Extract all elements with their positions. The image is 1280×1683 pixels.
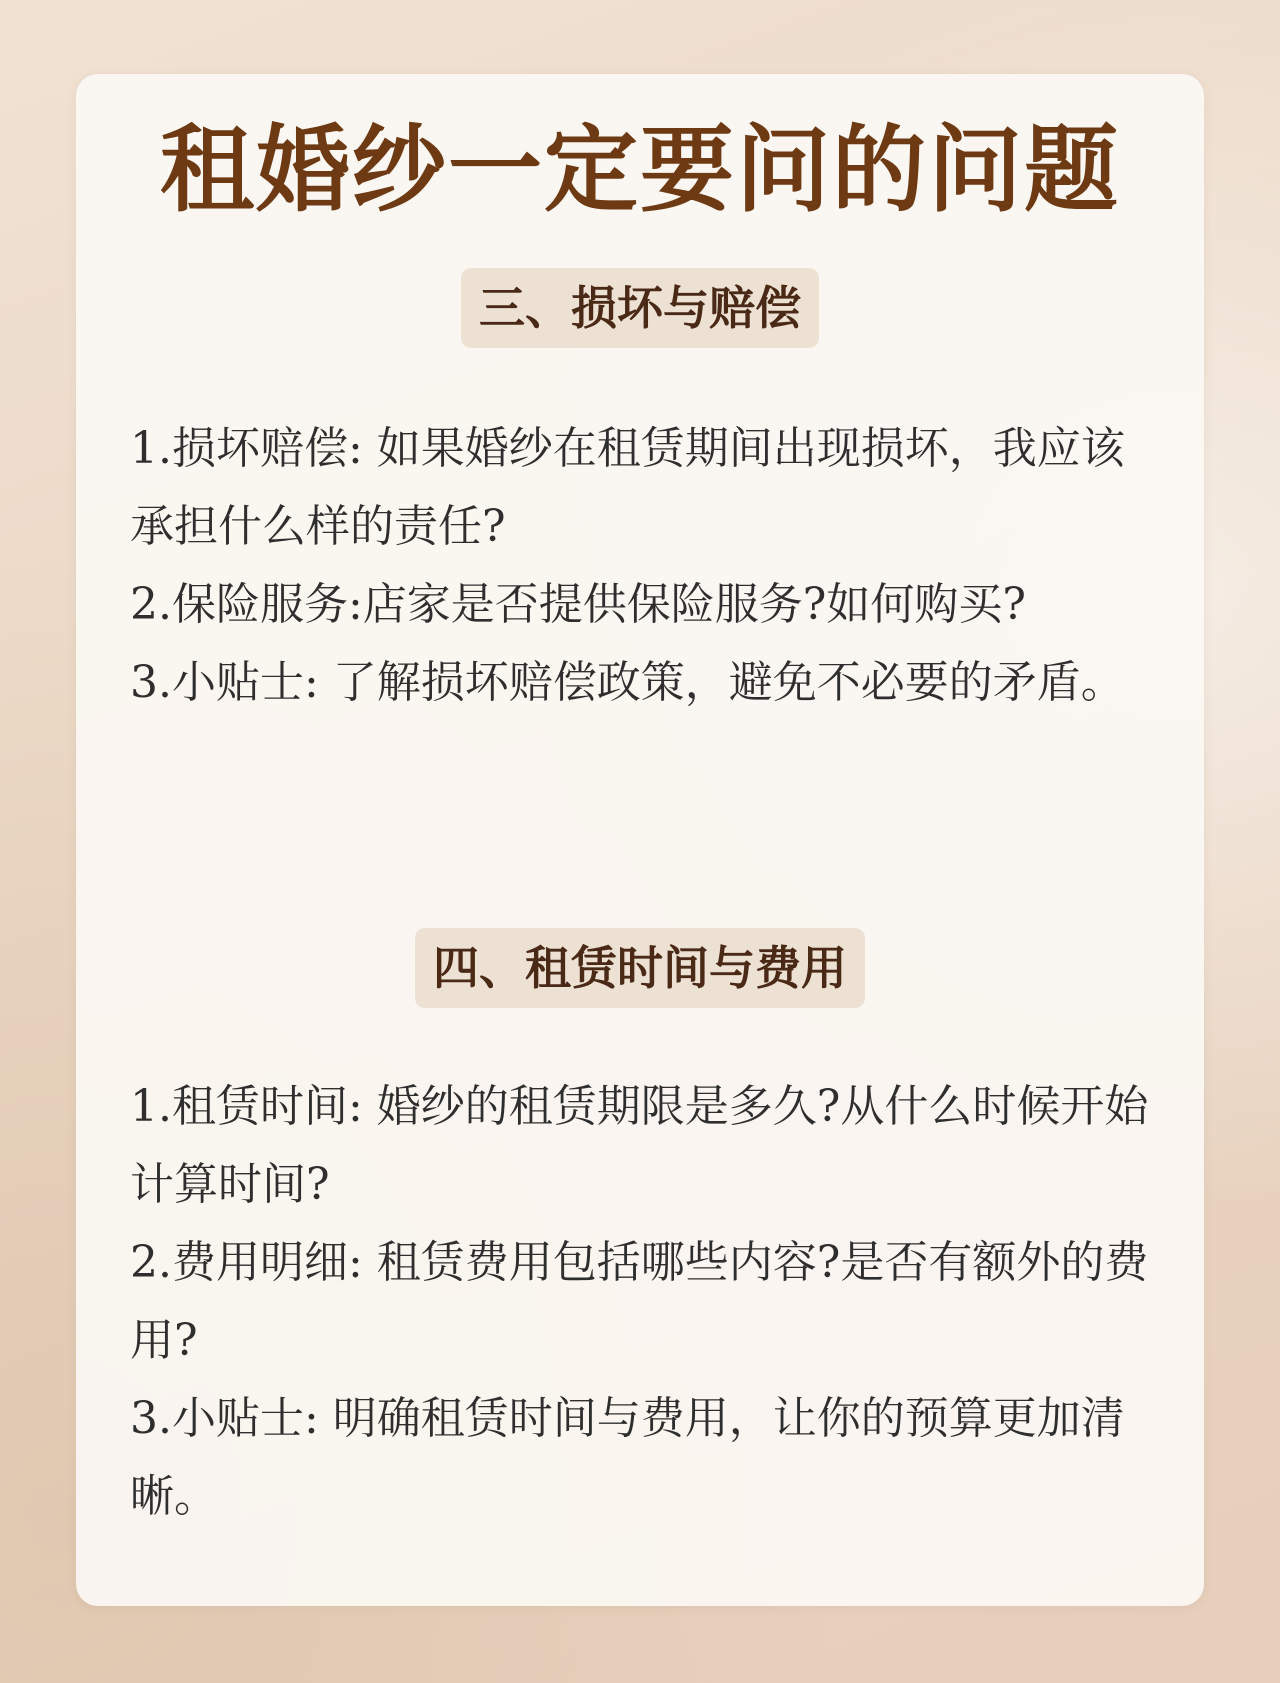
time-cost-question-list <box>130 1068 1150 1536</box>
list-item: 3.小贴士: 明确租赁时间与费用，让你的预算更加清晰。 <box>130 1393 1125 1522</box>
damage-question-list <box>130 410 1150 722</box>
list-item: 3.小贴士: 了解损坏赔偿政策，避免不必要的矛盾。 <box>130 657 1125 708</box>
list-item: 1.租赁时间: 婚纱的租赁期限是多久?从什么时候开始计算时间? <box>130 1081 1149 1210</box>
list-item: 1.损坏赔偿: 如果婚纱在租赁期间出现损坏，我应该承担什么样的责任? <box>130 423 1125 552</box>
page-title: 租婚纱一定要问的问题 <box>159 115 1120 225</box>
list-item: 2.费用明细: 租赁费用包括哪些内容?是否有额外的费用? <box>130 1237 1149 1366</box>
list-item: 2.保险服务:店家是否提供保险服务?如何购买? <box>130 579 1026 630</box>
section-heading-time-cost: 四、租赁时间与费用 <box>415 928 865 1008</box>
section-heading-damage: 三、损坏与赔偿 <box>461 268 819 348</box>
